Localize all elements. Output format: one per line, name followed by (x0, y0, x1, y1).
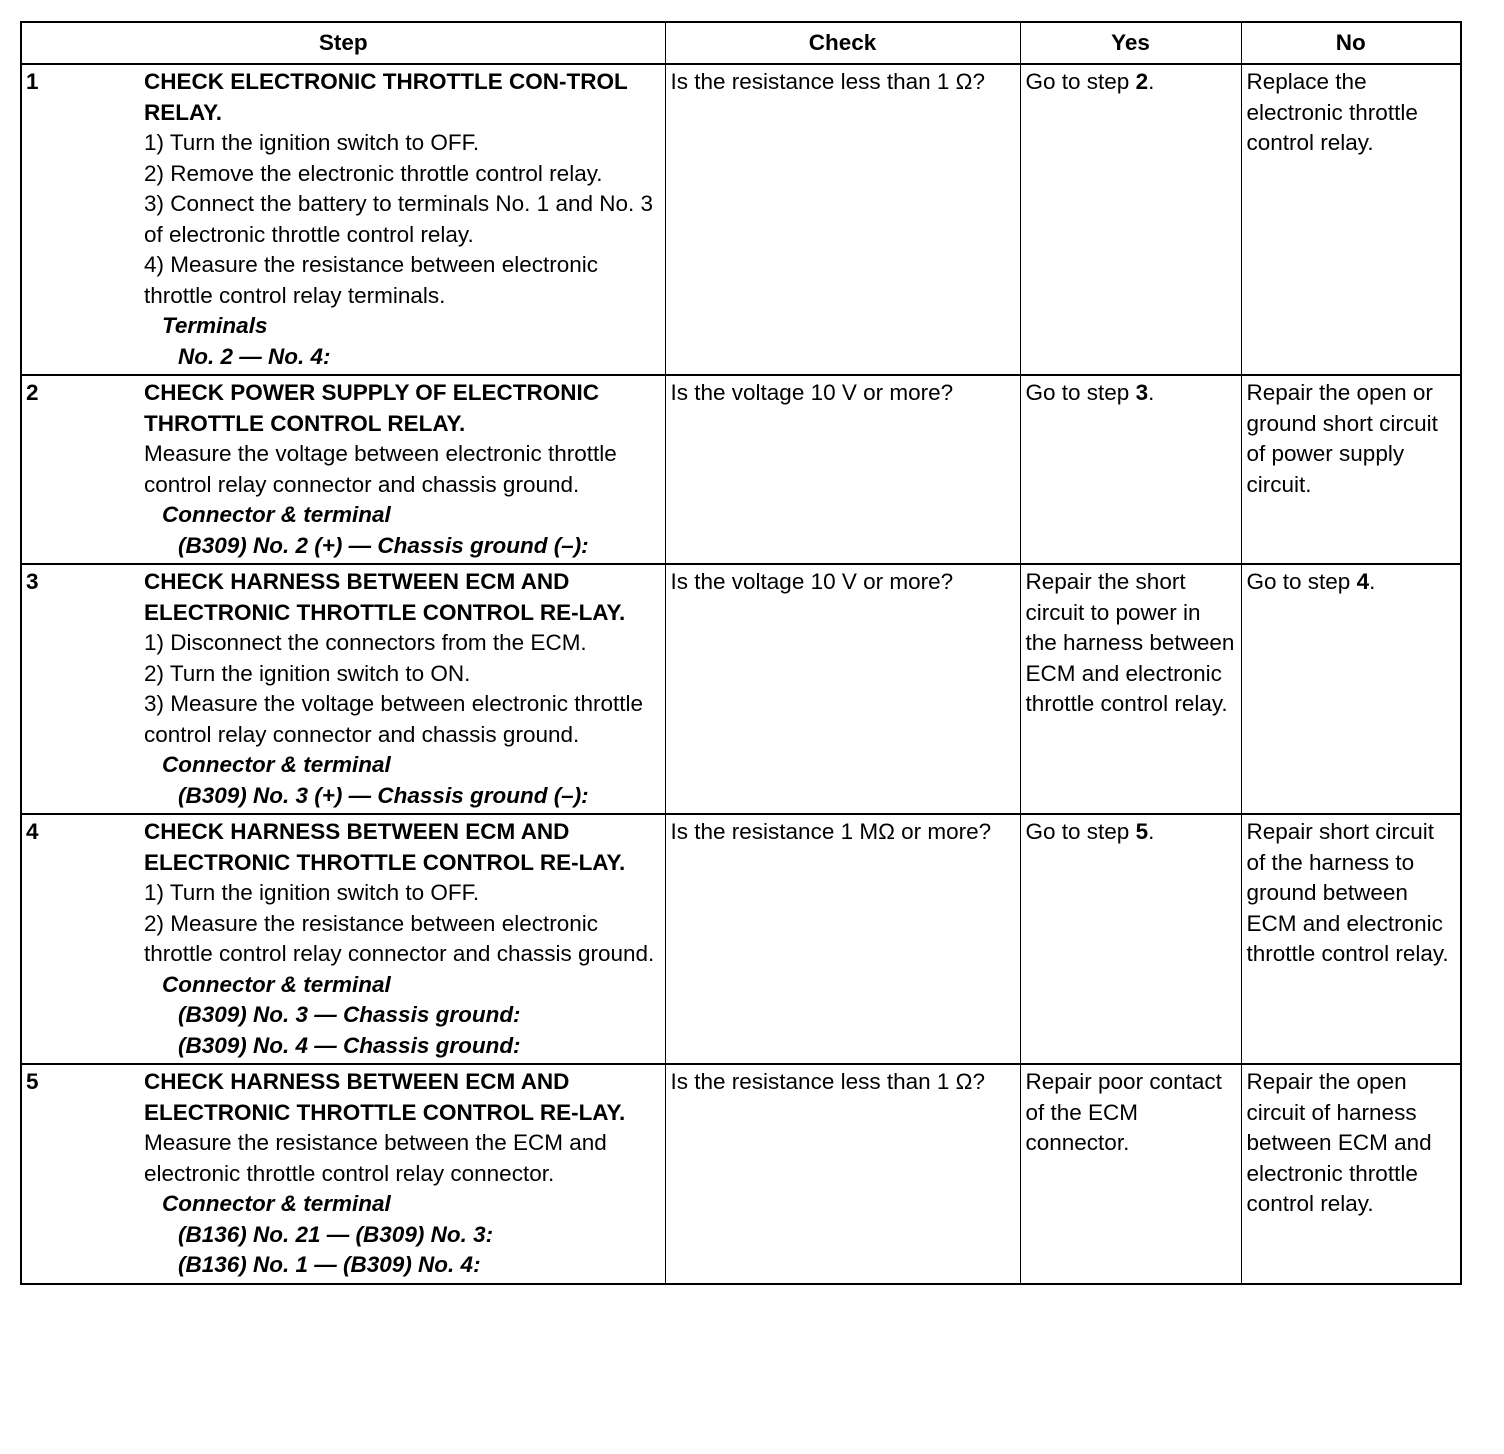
step-title: CHECK HARNESS BETWEEN ECM AND ELECTRONIC THROTTLE CONTROL RE-LAY. (144, 1069, 626, 1125)
step-cell (21, 1064, 665, 1284)
yes-text: Go to step (1025, 819, 1136, 844)
step-instruction: 1) Turn the ignition switch to OFF. (144, 130, 480, 155)
yes-step-ref: 3 (1135, 380, 1149, 405)
step-title: CHECK HARNESS BETWEEN ECM AND ELECTRONIC THROTTLE CONTROL RE-LAY. (144, 819, 626, 875)
yes-text-end: . (1148, 380, 1155, 405)
no-text: Repair the open circuit of harness between ECM and electronic throttle control relay. (1246, 1069, 1432, 1216)
header-check: Check (665, 22, 1020, 64)
spec-value: No. 2 — No. 4: (178, 343, 331, 369)
header-no: No (1241, 22, 1461, 64)
step-cell (21, 814, 665, 1064)
check-cell: Is the resistance less than 1 Ω? (665, 64, 1020, 375)
no-text: Go to step (1246, 569, 1357, 594)
table-body (21, 64, 1461, 1284)
yes-text-end: . (1148, 69, 1155, 94)
no-cell (1241, 564, 1461, 814)
step-cell (21, 564, 665, 814)
no-text: Replace the electronic throttle control relay. (1246, 69, 1418, 155)
spec-value: (B309) No. 2 (+) — Chassis ground (–): (178, 532, 589, 558)
spec-value: (B309) No. 3 (+) — Chassis ground (–): (178, 782, 589, 808)
step-instruction: 4) Measure the resistance between electronic throttle control relay terminals. (144, 252, 598, 308)
step-instruction: 2) Measure the resistance between electronic throttle control relay connector and chassis ground. (144, 910, 655, 966)
yes-cell (1020, 64, 1241, 375)
yes-cell (1020, 814, 1241, 1064)
step-instruction: 1) Turn the ignition switch to OFF. (144, 880, 480, 905)
step-title: CHECK ELECTRONIC THROTTLE CON-TROL RELAY. (144, 69, 628, 125)
yes-cell (1020, 375, 1241, 564)
no-cell (1241, 64, 1461, 375)
spec-value: (B136) No. 1 — (B309) No. 4: (178, 1252, 481, 1277)
step-instruction: Measure the resistance between the ECM and electronic throttle control relay connector. (144, 1130, 607, 1186)
no-text: Repair the open or ground short circuit of power supply circuit. (1246, 380, 1438, 497)
step-instruction: 3) Connect the battery to terminals No. 1 and No. 3 of electronic throttle control relay. (144, 191, 654, 247)
no-text: Repair short circuit of the harness to ground between ECM and electronic throttle control relay. (1246, 819, 1449, 966)
step-cell (21, 375, 665, 564)
check-cell: Is the resistance less than 1 Ω? (665, 1064, 1020, 1284)
table-row (21, 1064, 1461, 1284)
diagnostic-table (20, 21, 1462, 1285)
no-cell (1241, 375, 1461, 564)
step-cell (21, 64, 665, 375)
yes-step-ref: 5 (1135, 819, 1149, 844)
step-number: 5 (26, 1069, 39, 1094)
spec-value: (B309) No. 3 — Chassis ground: (178, 1002, 521, 1027)
header-row (21, 22, 1461, 64)
spec-value: (B309) No. 4 — Chassis ground: (178, 1032, 521, 1058)
step-instruction: Measure the voltage between electronic throttle control relay connector and chassis ground. (144, 441, 617, 497)
no-cell (1241, 1064, 1461, 1284)
spec-value: (B136) No. 21 — (B309) No. 3: (178, 1221, 494, 1247)
no-step-ref: 4 (1356, 569, 1370, 594)
table-row (21, 564, 1461, 814)
check-cell: Is the voltage 10 V or more? (665, 564, 1020, 814)
step-title: CHECK POWER SUPPLY OF ELECTRONIC THROTTLE CONTROL RELAY. (144, 380, 600, 436)
yes-text: Repair the short circuit to power in the harness between ECM and electronic throttle control relay. (1025, 569, 1235, 716)
header-yes: Yes (1020, 22, 1241, 64)
spec-label: Connector & terminal (162, 1191, 391, 1216)
yes-text-end: . (1148, 819, 1155, 844)
step-title: CHECK HARNESS BETWEEN ECM AND ELECTRONIC THROTTLE CONTROL RE-LAY. (144, 569, 626, 625)
yes-cell (1020, 1064, 1241, 1284)
yes-text: Go to step (1025, 380, 1136, 405)
table-row (21, 375, 1461, 564)
yes-text: Go to step (1025, 69, 1136, 94)
step-number: 1 (26, 69, 39, 94)
yes-text: Repair poor contact of the ECM connector. (1025, 1069, 1222, 1155)
step-instruction: 2) Turn the ignition switch to ON. (144, 660, 471, 686)
yes-cell (1020, 564, 1241, 814)
spec-label: Connector & terminal (162, 752, 391, 777)
table-row (21, 64, 1461, 375)
spec-label: Terminals (162, 313, 268, 338)
step-number: 3 (26, 569, 39, 594)
yes-step-ref: 2 (1135, 69, 1149, 94)
spec-label: Connector & terminal (162, 502, 391, 527)
check-cell: Is the voltage 10 V or more? (665, 375, 1020, 564)
no-text-end: . (1369, 569, 1376, 594)
table-row (21, 814, 1461, 1064)
spec-label: Connector & terminal (162, 971, 391, 997)
no-cell (1241, 814, 1461, 1064)
step-number: 2 (26, 380, 39, 405)
step-number: 4 (26, 819, 39, 844)
step-instruction: 1) Disconnect the connectors from the ECM. (144, 630, 587, 655)
step-instruction: 3) Measure the voltage between electronic throttle control relay connector and chassis ground. (144, 691, 644, 747)
header-step: Step (21, 22, 665, 64)
step-instruction: 2) Remove the electronic throttle control relay. (144, 160, 603, 186)
check-cell: Is the resistance 1 MΩ or more? (665, 814, 1020, 1064)
